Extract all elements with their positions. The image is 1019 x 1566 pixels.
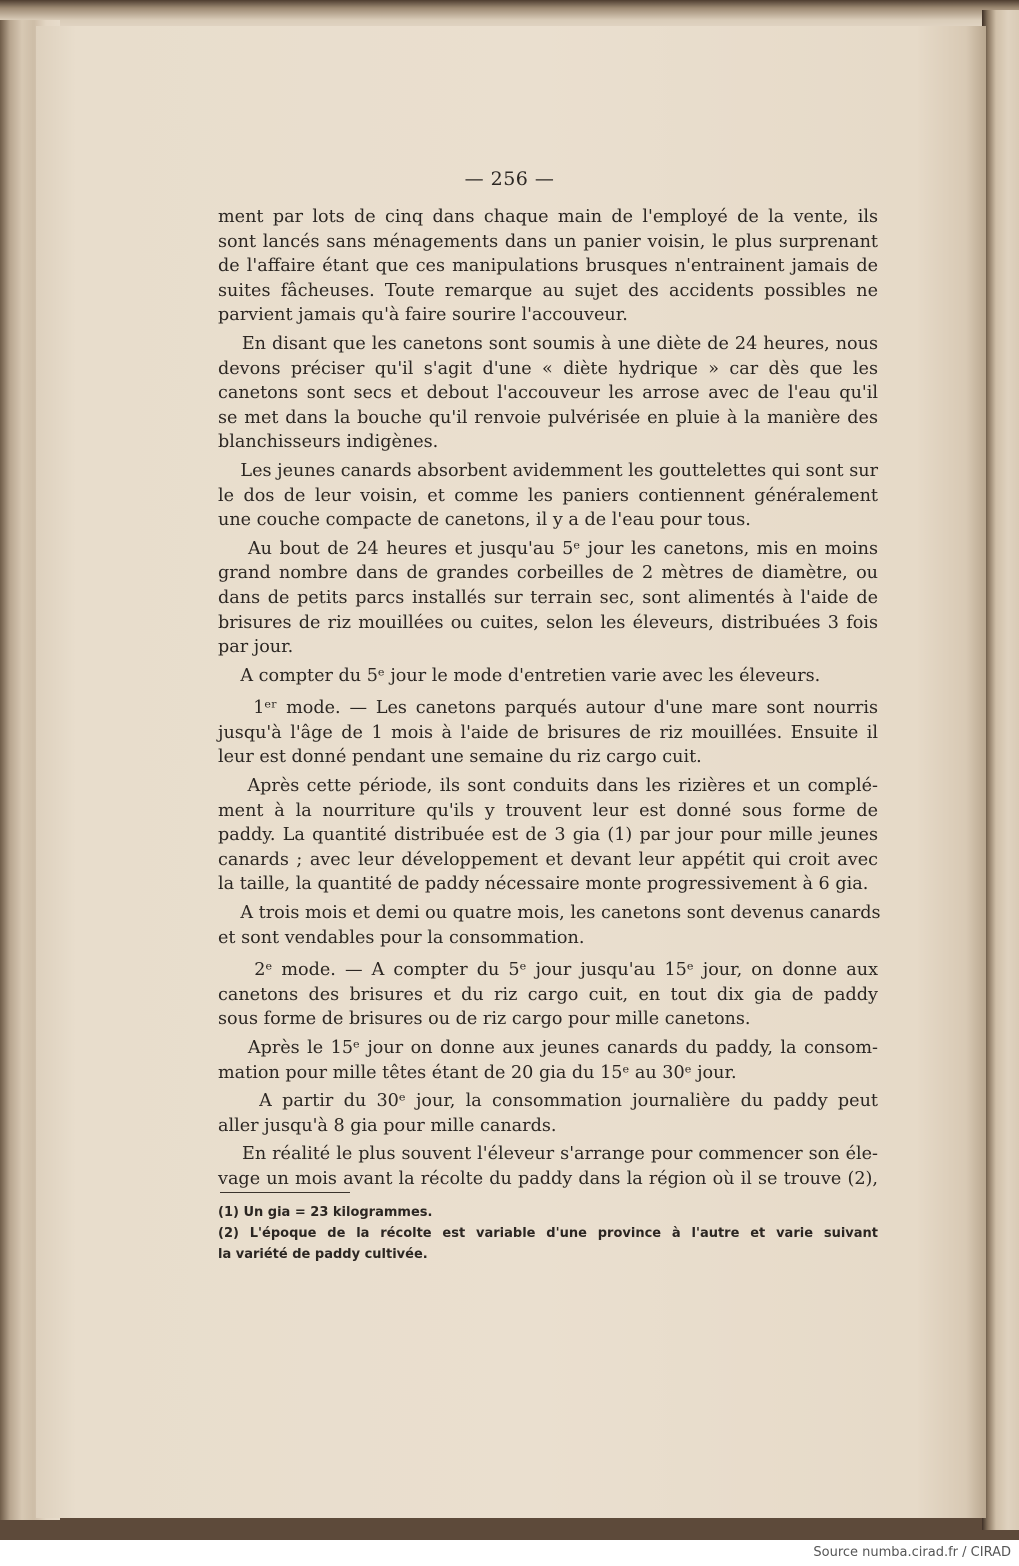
- paragraph: [218, 537, 878, 660]
- text-line: Au bout de 24 heures et jusqu'au 5ᵉ jour les canetons, mis en moins: [218, 538, 878, 559]
- text-line: grand nombre dans de grandes corbeilles de 2 mètres de diamètre, ou: [218, 563, 878, 584]
- paragraph: [218, 696, 878, 770]
- text-line: 1ᵉʳ mode. — Les canetons parqués autour d'une mare sont nourris: [218, 698, 878, 719]
- paragraph: [218, 1142, 878, 1191]
- text-line: jusqu'à l'âge de 1 mois à l'aide de brisures de riz mouillées. Ensuite il: [218, 722, 878, 743]
- text-line: par jour.: [218, 637, 294, 658]
- text-line: une couche compacte de canetons, il y a de l'eau pour tous.: [218, 510, 751, 531]
- footnotes: [218, 1202, 878, 1265]
- text-line: parvient jamais qu'à faire sourire l'accouveur.: [218, 305, 628, 326]
- text-line: Après le 15ᵉ jour on donne aux jeunes canards du paddy, la consom-: [218, 1038, 878, 1058]
- book-right-page-edges: [982, 10, 1019, 1530]
- paragraph: [218, 1089, 878, 1138]
- text-line: la taille, la quantité de paddy nécessaire monte progressivement à 6 gia.: [218, 874, 869, 895]
- text-line: brisures de riz mouillées ou cuites, selon les éleveurs, distribuées 3 fois: [218, 612, 878, 633]
- paragraph: [218, 958, 878, 1032]
- text-line: blanchisseurs indigènes.: [218, 432, 439, 453]
- source-credit: Source numba.cirad.fr / CIRAD: [813, 1545, 1011, 1560]
- text-line: A compter du 5ᵉ jour le mode d'entretien varie avec les éleveurs.: [218, 665, 821, 686]
- text-line: canetons des brisures et du riz cargo cuit, en tout dix gia de paddy: [218, 984, 878, 1005]
- footnote: (2) L'époque de la récolte est variable d'une province à l'autre et varie suivant: [218, 1226, 878, 1241]
- text-line: canetons sont secs et debout l'accouveur les arrose avec de l'eau qu'il: [218, 383, 878, 404]
- text-line: 2ᵉ mode. — A compter du 5ᵉ jour jusqu'au 15ᵉ jour, on donne aux: [218, 960, 878, 981]
- body-text: [218, 205, 881, 1192]
- page-number: — 256 —: [464, 168, 555, 190]
- paragraph: [218, 901, 881, 950]
- paragraph: [218, 205, 878, 328]
- text-line: En réalité le plus souvent l'éleveur s'arrange pour commencer son éle-: [218, 1144, 878, 1165]
- text-line: paddy. La quantité distribuée est de 3 gia (1) par jour pour mille jeunes: [218, 825, 878, 846]
- text-line: et sont vendables pour la consommation.: [218, 927, 585, 948]
- text-line: le dos de leur voisin, et comme les paniers contiennent généralement: [218, 485, 878, 506]
- text-line: Les jeunes canards absorbent avidemment les gouttelettes qui sont sur: [218, 460, 878, 481]
- paragraph: [218, 664, 878, 689]
- text-line: A trois mois et demi ou quatre mois, les canetons sont devenus canards: [218, 903, 881, 924]
- paragraph: [218, 459, 878, 533]
- text-line: ment par lots de cinq dans chaque main de l'employé de la vente, ils: [218, 207, 878, 227]
- text-line: dans de petits parcs installés sur terrain sec, sont alimentés à l'aide de: [218, 587, 878, 608]
- text-line: vage un mois avant la récolte du paddy dans la région où il se trouve (2),: [218, 1168, 878, 1189]
- text-line: aller jusqu'à 8 gia pour mille canards.: [218, 1115, 557, 1136]
- paragraph: [218, 1036, 878, 1085]
- text-line: mation pour mille têtes étant de 20 gia du 15ᵉ au 30ᵉ jour.: [218, 1062, 737, 1083]
- footnote: (1) Un gia = 23 kilogrammes.: [218, 1205, 433, 1220]
- text-line: En disant que les canetons sont soumis à une diète de 24 heures, nous: [218, 333, 878, 354]
- paragraph: [218, 774, 878, 897]
- text-line: ment à la nourriture qu'ils y trouvent leur est donné sous forme de: [218, 800, 878, 821]
- text-line: sous forme de brisures ou de riz cargo pour mille canetons.: [218, 1009, 751, 1030]
- text-line: sont lancés sans ménagements dans un panier voisin, le plus surprenant: [218, 231, 878, 252]
- footnote: la variété de paddy cultivée.: [218, 1247, 428, 1262]
- text-line: canards ; avec leur développement et devant leur appétit qui croit avec: [218, 849, 878, 870]
- text-line: de l'affaire étant que ces manipulations brusques n'entrainent jamais de: [218, 256, 878, 277]
- text-line: suites fâcheuses. Toute remarque au sujet des accidents possibles ne: [218, 280, 878, 301]
- text-line: leur est donné pendant une semaine du riz cargo cuit.: [218, 747, 702, 768]
- paragraph: [218, 332, 878, 455]
- text-line: A partir du 30ᵉ jour, la consommation journalière du paddy peut: [218, 1091, 878, 1112]
- text-line: se met dans la bouche qu'il renvoie pulvérisée en pluie à la manière des: [218, 407, 878, 428]
- footnote-rule: [220, 1192, 350, 1193]
- text-line: devons préciser qu'il s'agit d'une « diète hydrique » car dès que les: [218, 358, 878, 379]
- text-line: Après cette période, ils sont conduits dans les rizières et un complé-: [218, 776, 878, 797]
